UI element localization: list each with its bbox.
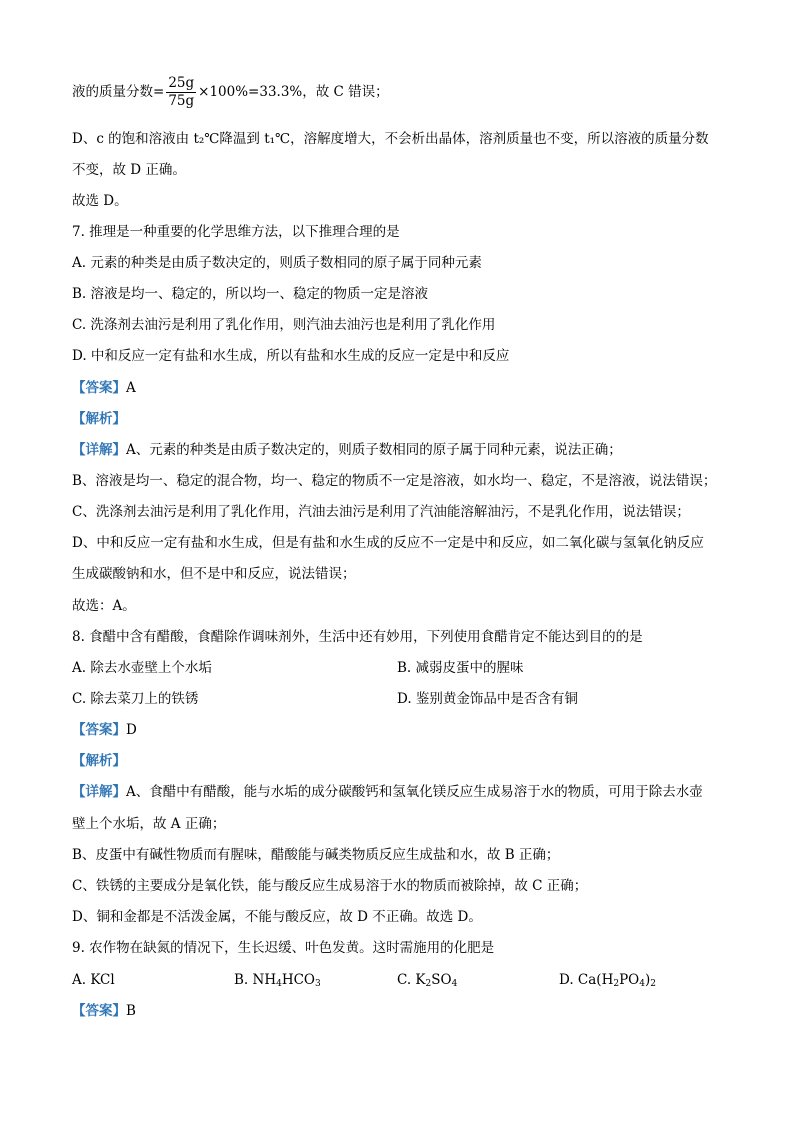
fraction — [166, 75, 196, 110]
question-7-analysis-tag — [72, 410, 126, 428]
question-8-option-b: B. 减弱皮蛋中的腥味 — [397, 660, 524, 676]
analysis-tag: 【解析】 — [72, 753, 126, 769]
analysis-tag: 【解析】 — [72, 411, 126, 427]
answer-value: A — [126, 380, 136, 396]
question-8-option-c: C. 除去菜刀上的铁锈 — [72, 691, 199, 707]
question-9-option-a: A. KCl — [72, 972, 115, 988]
question-7-option-b: B. 溶液是均一、稳定的，所以均一、稳定的物质一定是溶液 — [72, 286, 429, 302]
detail-tag: 【详解】 — [72, 784, 126, 800]
subscript: 4 — [639, 979, 645, 989]
text: ×100%=33.3%，故 C 错误； — [198, 84, 389, 100]
subscript: 2 — [650, 979, 656, 989]
text: B. NH — [234, 972, 277, 988]
question-8-explanation-line: C、铁锈的主要成分是氧化铁，能与酸反应生成易溶于水的物质而被除掉，故 C 正确； — [72, 878, 588, 894]
question-7-explanation-line: B、溶液是均一、稳定的混合物，均一、稳定的物质不一定是溶液，如水均一、稳定，不是溶液，说法错误； — [72, 473, 717, 489]
question-7-explanation-line: D、中和反应一定有盐和水生成，但是有盐和水生成的反应不一定是中和反应，如二氧化碳与氢氧化钠反应 — [72, 535, 704, 551]
subscript: 2 — [613, 979, 620, 989]
subscript: 4 — [451, 979, 458, 989]
text: A、食醋中有醋酸，能与水垢的成分碳酸钙和氢氧化镁反应生成易溶于水的物质，可用于除去水壶 — [126, 784, 703, 800]
answer-tag: 【答案】 — [72, 722, 126, 738]
fraction-denominator: 75g — [168, 93, 195, 109]
question-7-explanation-line — [72, 441, 622, 459]
question-8-stem: 8. 食醋中含有醋酸，食醋除作调味剂外，生活中还有妙用，下列使用食醋肯定不能达到目的的是 — [72, 629, 643, 645]
question-8-option-d: D. 鉴别黄金饰品中是否含有铜 — [397, 691, 578, 707]
question-9-answer — [72, 1002, 136, 1020]
question-8-explanation-line: 壁上个水垢，故 A 正确； — [72, 816, 226, 832]
question-7-option-d: D. 中和反应一定有盐和水生成，所以有盐和水生成的反应一定是中和反应 — [72, 348, 510, 364]
answer-tag: 【答案】 — [72, 380, 126, 396]
question-7-explanation-line: 生成碳酸钠和水，但不是中和反应，说法错误； — [72, 566, 356, 582]
text: C. K — [397, 972, 426, 988]
text: PO — [619, 972, 640, 988]
fraction-line — [72, 75, 389, 110]
paragraph-line: D、c 的饱和溶液由 t₂℃降温到 t₁℃，溶解度增大，不会析出晶体，溶剂质量也不变，所以溶液的质量分数 — [72, 131, 709, 147]
question-8-explanation-line: B、皮蛋中有碱性物质而有腥味，醋酸能与碱类物质反应生成盐和水，故 B 正确； — [72, 847, 560, 863]
text: A、元素的种类是由质子数决定的，则质子数相同的原子属于同种元素，说法正确； — [126, 442, 622, 458]
question-7-option-a: A. 元素的种类是由质子数决定的，则质子数相同的原子属于同种元素 — [72, 255, 482, 271]
detail-tag: 【详解】 — [72, 442, 126, 458]
answer-value: B — [126, 1003, 136, 1019]
subscript: 4 — [276, 979, 282, 989]
question-9-option-c — [397, 971, 457, 993]
question-8-analysis-tag — [72, 752, 126, 770]
question-9-option-d — [559, 971, 656, 993]
question-8-explanation-line: D、铜和金都是不活泼金属，不能与酸反应，故 D 不正确。故选 D。 — [72, 909, 482, 925]
text: HCO — [281, 972, 315, 988]
fraction-numerator: 25g — [168, 75, 195, 91]
question-7-explanation-line: C、洗涤剂去油污是利用了乳化作用，汽油去油污是利用了汽油能溶解油污，不是乳化作用，说法错误； — [72, 504, 690, 520]
question-9-stem: 9. 农作物在缺氮的情况下，生长迟缓、叶色发黄。这时需施用的化肥是 — [72, 940, 495, 956]
answer-value: D — [126, 722, 137, 738]
subscript: 2 — [425, 979, 432, 989]
question-7-option-c: C. 洗涤剂去油污是利用了乳化作用，则汽油去油污也是利用了乳化作用 — [72, 317, 496, 333]
question-8-option-a: A. 除去水壶壁上个水垢 — [72, 660, 212, 676]
text: SO — [431, 972, 452, 988]
question-8-answer — [72, 721, 137, 739]
text: 液的质量分数= — [72, 84, 165, 100]
question-7-conclusion: 故选：A。 — [72, 598, 136, 614]
question-7-stem: 7. 推理是一种重要的化学思维方法，以下推理合理的是 — [72, 224, 400, 240]
question-8-explanation-line — [72, 783, 703, 801]
text: D. Ca(H — [559, 972, 614, 988]
subscript: 3 — [315, 979, 321, 989]
answer-tag: 【答案】 — [72, 1003, 126, 1019]
text: ) — [644, 972, 651, 988]
paragraph-line: 故选 D。 — [72, 193, 128, 209]
question-9-option-b — [234, 971, 321, 993]
paragraph-line: 不变，故 D 正确。 — [72, 162, 186, 178]
question-7-answer — [72, 379, 136, 397]
